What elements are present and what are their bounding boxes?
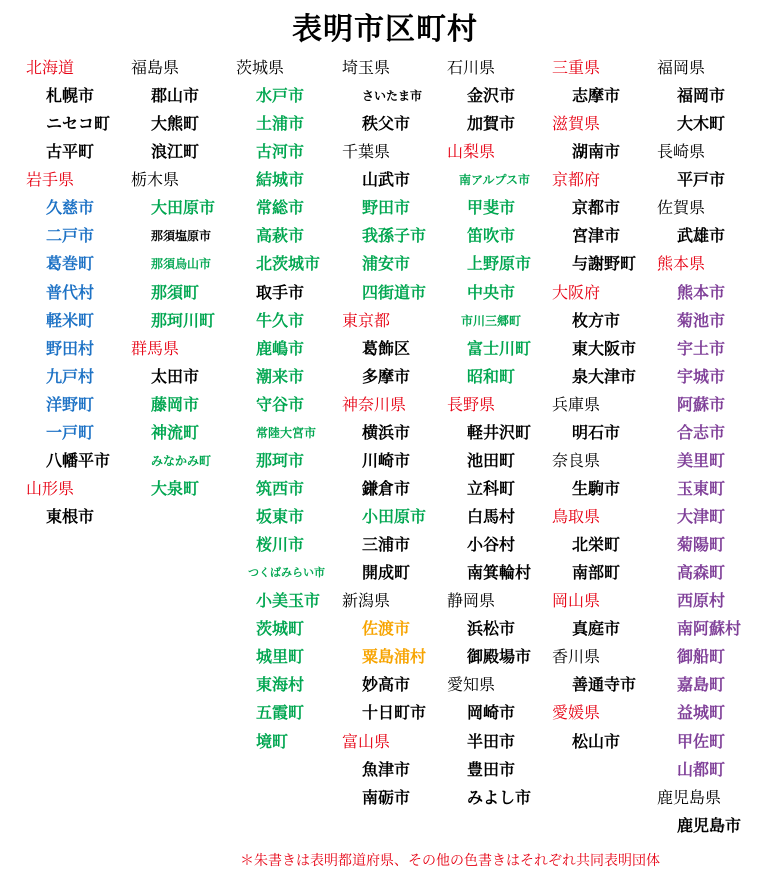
municipality-label: 太田市 (151, 366, 200, 386)
municipality-label: 十日町市 (362, 703, 427, 723)
municipality-label: 善通寺市 (572, 675, 637, 695)
municipality-label: 二戸市 (46, 226, 95, 246)
prefecture-label: 富山県 (342, 731, 391, 751)
municipality-label: 北茨城市 (256, 254, 321, 274)
municipality-label: 志摩市 (572, 86, 621, 106)
prefecture-label: 兵庫県 (552, 394, 601, 414)
municipality-label: 明石市 (572, 422, 621, 442)
prefecture-label: 茨城県 (236, 58, 285, 77)
municipality-label: みよし市 (467, 787, 532, 807)
municipality-label: 生駒市 (572, 478, 621, 498)
page-title: 表明市区町村 (292, 12, 478, 47)
municipality-label: 五霞町 (256, 703, 305, 723)
municipality-label: 西原村 (677, 591, 726, 611)
municipality-label: 美里町 (677, 450, 726, 470)
municipality-label: 秩父市 (362, 114, 411, 134)
municipality-label: 小田原市 (362, 507, 427, 526)
municipality-label: 池田町 (467, 450, 516, 470)
municipality-label: 三浦市 (362, 535, 411, 555)
column-5 (447, 54, 553, 812)
municipality-label: 半田市 (467, 731, 516, 751)
column-6 (552, 54, 658, 756)
municipality-label: 東大阪市 (572, 338, 637, 358)
municipality-label: 九戸村 (46, 366, 95, 386)
municipality-label: 結城市 (256, 170, 305, 190)
municipality-label: 湖南市 (572, 142, 621, 162)
municipality-label: 四街道市 (362, 282, 427, 302)
municipality-label: 富士川町 (467, 338, 532, 358)
prefecture-label: 大阪府 (552, 282, 601, 302)
municipality-label: 大熊町 (151, 114, 200, 134)
municipality-label: 浦安市 (362, 254, 411, 274)
municipality-label: 岡崎市 (467, 703, 516, 723)
municipality-label: 東根市 (46, 507, 95, 526)
municipality-label: 南部町 (572, 563, 621, 583)
municipality-label: 筑西市 (256, 478, 305, 498)
municipality-label: 昭和町 (467, 366, 516, 386)
prefecture-label: 東京都 (342, 310, 391, 330)
municipality-label: 熊本市 (677, 282, 726, 302)
prefecture-label: 岩手県 (26, 170, 75, 190)
prefecture-label: 山梨県 (447, 142, 496, 162)
column-2 (131, 54, 237, 503)
municipality-label: 東海村 (256, 675, 305, 695)
municipality-label: 浜松市 (467, 619, 516, 639)
prefecture-label: 福島県 (131, 58, 180, 77)
prefecture-label: 静岡県 (447, 591, 496, 611)
municipality-label: 那珂川町 (151, 310, 216, 330)
municipality-label: みなかみ町 (151, 453, 212, 468)
column-1 (26, 54, 132, 531)
municipality-label: 阿蘇市 (677, 394, 726, 414)
prefecture-label: 長崎県 (657, 142, 706, 162)
municipality-label: 甲佐町 (677, 731, 726, 751)
municipality-label: 南アルプス市 (459, 173, 531, 188)
prefecture-label: 神奈川県 (342, 394, 407, 414)
municipality-label: 守谷市 (256, 394, 305, 414)
municipality-label: 御船町 (677, 647, 726, 667)
municipality-label: 普代村 (46, 282, 95, 302)
municipality-label: 合志市 (677, 422, 726, 442)
municipality-label: 宇土市 (677, 338, 726, 358)
prefecture-label: 奈良県 (552, 450, 601, 470)
municipality-label: 北栄町 (572, 535, 621, 555)
municipality-label: 洋野町 (46, 394, 95, 414)
municipality-label: さいたま市 (362, 89, 423, 104)
municipality-label: 大泉町 (151, 478, 200, 498)
municipality-label: 葛巻町 (46, 254, 95, 274)
municipality-label: 牛久市 (256, 310, 305, 330)
municipality-label: 佐渡市 (362, 619, 411, 639)
prefecture-label: 新潟県 (342, 591, 391, 611)
municipality-label: 常陸大宮市 (256, 425, 317, 440)
municipality-label: 郡山市 (151, 86, 200, 106)
prefecture-label: 愛媛県 (552, 703, 601, 723)
municipality-label: 金沢市 (467, 86, 516, 106)
prefecture-label: 石川県 (447, 58, 496, 77)
municipality-label: 八幡平市 (46, 450, 111, 470)
municipality-label: 川崎市 (362, 450, 411, 470)
municipality-label: つくばみらい市 (248, 566, 325, 580)
prefecture-label: 滋賀県 (552, 114, 601, 134)
municipality-label: 我孫子市 (362, 226, 427, 246)
municipality-label: 松山市 (572, 731, 621, 751)
municipality-label: 加賀市 (467, 114, 516, 134)
municipality-label: 久慈市 (46, 198, 95, 218)
municipality-label: 茨城町 (256, 619, 305, 639)
prefecture-label: 鳥取県 (552, 507, 601, 526)
prefecture-label: 福岡県 (657, 58, 706, 77)
municipality-label: 中央市 (467, 282, 516, 302)
municipality-label: 高森町 (677, 563, 726, 583)
municipality-label: 取手市 (256, 282, 305, 302)
municipality-label: 札幌市 (46, 86, 95, 106)
column-4 (342, 54, 448, 812)
prefecture-label: 埼玉県 (342, 58, 391, 77)
municipality-label: 菊陽町 (677, 535, 726, 555)
prefecture-label: 京都府 (552, 170, 601, 190)
municipality-label: 鹿嶋市 (256, 338, 305, 358)
municipality-label: 御殿場市 (467, 647, 532, 667)
municipality-label: 軽井沢町 (467, 422, 532, 442)
municipality-label: 立科町 (467, 478, 516, 498)
prefecture-label: 鹿児島県 (657, 787, 722, 807)
municipality-label: 神流町 (151, 422, 200, 442)
municipality-label: 多摩市 (362, 366, 411, 386)
municipality-label: 宇城市 (677, 366, 726, 386)
municipality-label: 武雄市 (677, 226, 726, 246)
municipality-label: 大田原市 (151, 198, 216, 218)
municipality-label: 笛吹市 (467, 226, 516, 246)
municipality-label: 南阿蘇村 (677, 619, 742, 639)
prefecture-label: 岡山県 (552, 591, 601, 611)
municipality-label: 山都町 (677, 759, 726, 779)
prefecture-label: 愛知県 (447, 675, 496, 695)
prefecture-label: 三重県 (552, 58, 601, 77)
municipality-label: 白馬村 (467, 507, 516, 526)
prefecture-label: 香川県 (552, 647, 601, 667)
municipality-label: 大木町 (677, 114, 726, 134)
municipality-label: 玉東町 (677, 478, 726, 498)
municipality-label: 豊田市 (467, 759, 516, 779)
municipality-label: 葛飾区 (362, 338, 411, 358)
municipality-label: 桜川市 (256, 535, 305, 555)
municipality-label: 那須烏山市 (151, 257, 212, 272)
municipality-label: 京都市 (572, 198, 621, 218)
prefecture-label: 長野県 (447, 394, 496, 414)
municipality-label: 野田市 (362, 198, 411, 218)
municipality-label: 高萩市 (256, 226, 305, 246)
municipality-label: 水戸市 (256, 86, 305, 106)
municipality-label: 鎌倉市 (362, 478, 411, 498)
municipality-label: 枚方市 (572, 310, 621, 330)
prefecture-label: 熊本県 (657, 254, 706, 274)
municipality-label: 那須町 (151, 282, 200, 302)
municipality-label: 横浜市 (362, 422, 411, 442)
municipality-label: 軽米町 (46, 310, 95, 330)
municipality-label: 藤岡市 (151, 394, 200, 414)
municipality-label: 境町 (256, 731, 289, 751)
municipality-label: 粟島浦村 (362, 647, 427, 667)
footnote: ＊朱書きは表明都道府県、その他の色書きはそれぞれ共同表明団体 (240, 853, 660, 869)
municipality-label: 与謝野町 (572, 254, 637, 274)
municipality-label: 上野原市 (467, 254, 532, 274)
municipality-label: 浪江町 (151, 142, 200, 162)
municipality-label: ニセコ町 (46, 114, 111, 134)
municipality-label: 南砺市 (362, 787, 411, 807)
municipality-label: 福岡市 (677, 86, 726, 106)
municipality-label: 一戸町 (46, 422, 95, 442)
municipality-label: 妙高市 (362, 675, 411, 695)
municipality-label: 古平町 (46, 142, 95, 162)
municipality-label: 那珂市 (256, 450, 305, 470)
prefecture-label: 山形県 (26, 478, 75, 498)
municipality-label: 大津町 (677, 507, 726, 526)
municipality-label: 平戸市 (677, 170, 726, 190)
municipality-label: 甲斐市 (467, 198, 516, 218)
column-7 (657, 54, 763, 840)
municipality-label: 魚津市 (362, 759, 411, 779)
municipality-label: 開成町 (362, 563, 411, 583)
prefecture-label: 千葉県 (342, 142, 391, 162)
municipality-label: 常総市 (256, 198, 305, 218)
column-3 (236, 54, 342, 756)
municipality-label: 潮来市 (256, 366, 305, 386)
municipality-label: 小谷村 (467, 535, 516, 555)
municipality-label: 鹿児島市 (677, 815, 742, 835)
municipality-label: 小美玉市 (256, 591, 321, 611)
municipality-label: 泉大津市 (572, 366, 637, 386)
municipality-label: 真庭市 (572, 619, 621, 639)
municipality-label: 野田村 (46, 338, 95, 358)
municipality-label: 市川三郷町 (461, 313, 522, 328)
municipality-label: 城里町 (256, 647, 305, 667)
municipality-label: 菊池市 (677, 310, 726, 330)
municipality-label: 宮津市 (572, 226, 621, 246)
municipality-label: 土浦市 (256, 114, 305, 134)
prefecture-label: 群馬県 (131, 338, 180, 358)
municipality-label: 南箕輪村 (467, 563, 532, 583)
prefecture-label: 栃木県 (131, 170, 180, 190)
prefecture-label: 北海道 (26, 58, 75, 77)
municipality-label: 益城町 (677, 703, 726, 723)
municipality-label: 山武市 (362, 170, 411, 190)
prefecture-label: 佐賀県 (657, 198, 706, 218)
municipality-label: 那須塩原市 (151, 229, 212, 244)
municipality-label: 古河市 (256, 142, 305, 162)
municipality-label: 嘉島町 (677, 675, 726, 695)
municipality-label: 坂東市 (256, 507, 305, 526)
